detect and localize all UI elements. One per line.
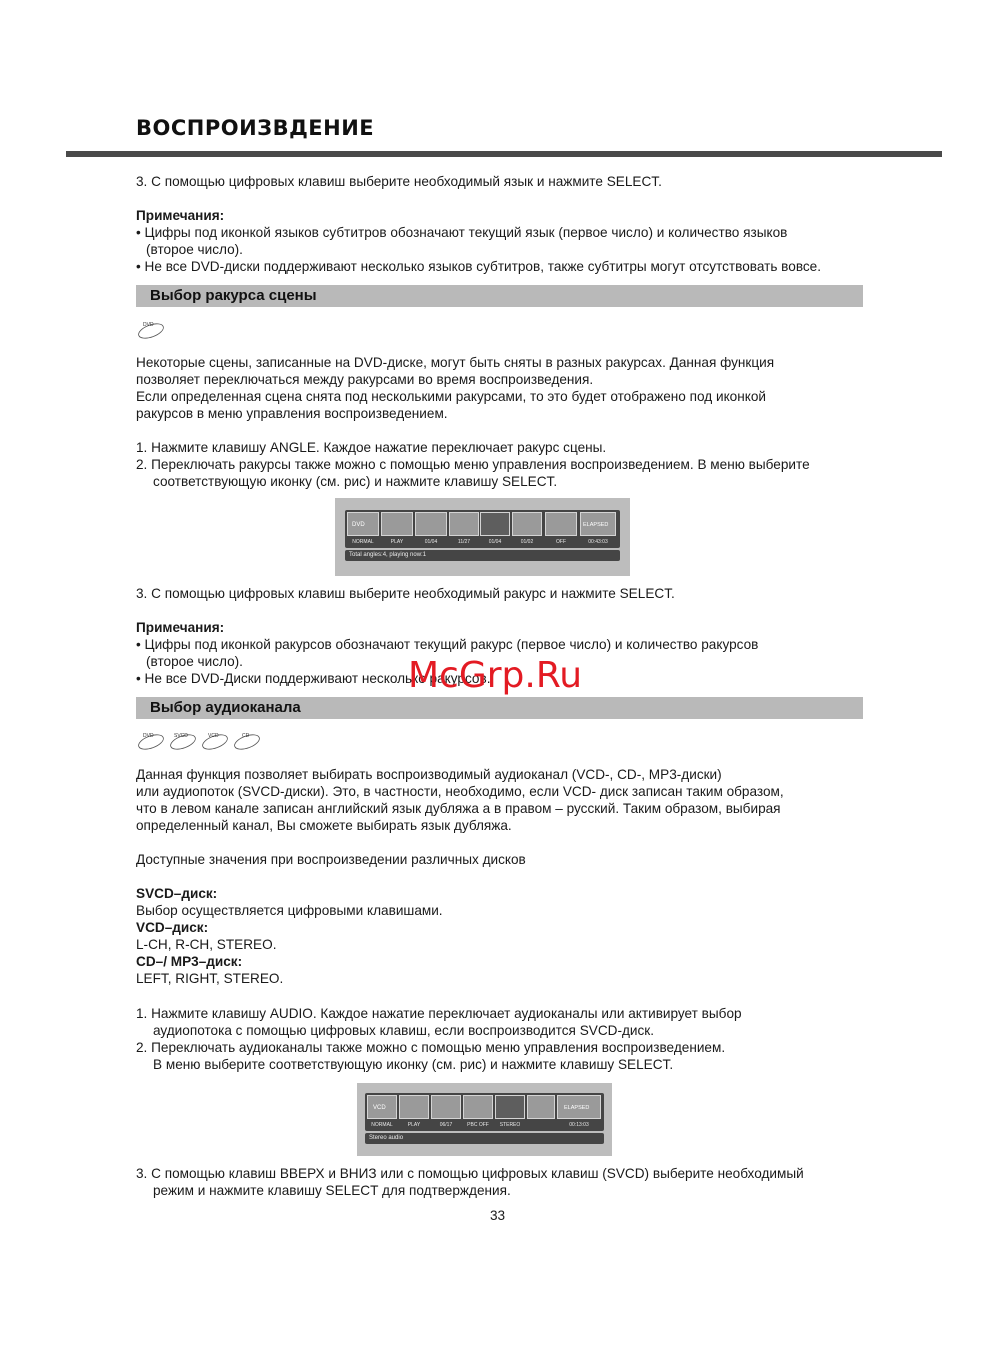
audio-step-1-cont: аудиопотока с помощью цифровых клавиш, если воспроизводится SVCD-диск. — [153, 1023, 655, 1038]
subtitle-icon — [545, 512, 577, 536]
vcd-label: VCD–диск: — [136, 920, 209, 935]
subtitle-note-1: • Цифры под иконкой языков субтитров обозначают текущий язык (первое число) и количество языков — [136, 225, 788, 240]
audio-section-heading: Выбор аудиоканала — [136, 697, 863, 719]
angle-menu-screenshot — [335, 498, 630, 576]
subtitle-step-3: 3. С помощью цифровых клавиш выберите необходимый язык и нажмите SELECT. — [136, 174, 662, 189]
vcd-disc-menu-icon — [367, 1095, 397, 1119]
menu-label-subtitle: OFF — [556, 539, 566, 545]
disc-label-cd: CD — [242, 733, 250, 739]
subtitle-notes-label: Примечания: — [136, 208, 225, 223]
angle-notes-label: Примечания: — [136, 620, 225, 635]
disc-label-svcd: SVCD — [174, 733, 188, 739]
menu-label-track: 06/17 — [439, 1122, 453, 1128]
audio-paragraph-4: определенный канал, Вы сможете выбирать язык дубляжа. — [136, 818, 512, 833]
play-mode-icon — [399, 1095, 429, 1119]
menu-label-stereo: STEREO — [499, 1122, 521, 1128]
elapsed-time-icon — [557, 1095, 601, 1119]
audio-status-text: Stereo audio — [369, 1135, 404, 1141]
audio-paragraph-2: или аудиопоток (SVCD-диски). Это, в частности, необходимо, если VCD- диск записан таким образом, — [136, 784, 784, 799]
angle-paragraph-4: ракурсов в меню управления воспроизведением. — [136, 406, 448, 421]
angle-step-3: 3. С помощью цифровых клавиш выберите необходимый ракурс и нажмите SELECT. — [136, 586, 675, 601]
cd-text: LEFT, RIGHT, STEREO. — [136, 971, 284, 986]
angle-step-2-cont: соответствующую иконку (см. рис) и нажмите клавишу SELECT. — [153, 474, 558, 489]
menu-vcd-tag: VCD — [373, 1105, 386, 1111]
menu-label-time: 00:43:03 — [588, 539, 608, 545]
angle-paragraph-1: Некоторые сцены, записанные на DVD-диске, могут быть сняты в разных ракурсах. Данная функция — [136, 355, 775, 370]
page-number: 33 — [490, 1208, 506, 1223]
angle-status-text: Total angles:4, playing now:1 — [349, 552, 427, 558]
chapter-icon — [449, 512, 479, 536]
page-title: ВОСПРОИЗВДЕНИЕ — [136, 116, 375, 140]
title-rule — [66, 151, 942, 157]
angle-note-1: • Цифры под иконкой ракурсов обозначают текущий ракурс (первое число) и количество ракурсов — [136, 637, 759, 652]
dvd-disc-icon — [136, 318, 166, 340]
subtitle-note-2: • Не все DVD-диски поддерживают несколько языков субтитров, также субтитры могут отсутствовать вовсе. — [136, 259, 822, 274]
menu-label-time: 00:13:03 — [569, 1122, 589, 1128]
menu-elapsed-tag: ELAPSED — [564, 1105, 590, 1111]
audio-channel-icon — [495, 1095, 525, 1119]
audio-icon — [512, 512, 542, 536]
menu-label-pbc: PBC OFF — [467, 1122, 489, 1128]
angle-paragraph-2: позволяет переключаться между ракурсами во время воспроизведения. — [136, 372, 594, 387]
audio-paragraph-3: что в левом канале записан английский язык дубляжа а в правом – русский. Таким образом, выбирая — [136, 801, 781, 816]
angle-section-heading: Выбор ракурса сцены — [136, 285, 863, 307]
vcd-text: L-CH, R-CH, STEREO. — [136, 937, 277, 952]
elapsed-time-icon — [580, 512, 616, 536]
disc-label-vcd: VCD — [208, 733, 219, 739]
menu-dvd-tag: DVD — [352, 522, 365, 528]
menu-label-angle: 01/04 — [488, 539, 502, 545]
audio-menu-screenshot — [357, 1083, 612, 1156]
disc-label-dvd: DVD — [143, 733, 154, 739]
angle-paragraph-3: Если определенная сцена снята под несколькими ракурсами, то это будет отображено под иконкой — [136, 389, 766, 404]
play-mode-icon — [381, 512, 413, 536]
dvd-disc-menu-icon — [347, 512, 379, 536]
menu-label-play: PLAY — [407, 1122, 421, 1128]
title-icon — [415, 512, 447, 536]
menu-label-audio: 01/02 — [520, 539, 534, 545]
angle-step-2: 2. Переключать ракурсы также можно с помощью меню управления воспроизведением. В меню выберите — [136, 457, 810, 472]
menu-label-chapter: 11/27 — [457, 539, 471, 545]
subtitle-note-1-cont: (второе число). — [146, 242, 243, 257]
menu-elapsed-tag: ELAPSED — [583, 522, 609, 528]
angle-step-1: 1. Нажмите клавишу ANGLE. Каждое нажатие переключает ракурс сцены. — [136, 440, 607, 455]
dvd-disc-label: DVD — [143, 322, 154, 328]
cd-label: CD–/ MP3–диск: — [136, 954, 243, 969]
audio-step-3-cont: режим и нажмите клавишу SELECT для подтверждения. — [153, 1183, 511, 1198]
audio-paragraph-5: Доступные значения при воспроизведении различных дисков — [136, 852, 526, 867]
svcd-text: Выбор осуществляется цифровыми клавишами. — [136, 903, 443, 918]
pbc-icon — [463, 1095, 493, 1119]
menu-label-title: 01/04 — [424, 539, 438, 545]
audio-step-2: 2. Переключать аудиоканалы также можно с помощью меню управления воспроизведением. — [136, 1040, 726, 1055]
angle-note-1-cont: (второе число). — [146, 654, 243, 669]
audio-paragraph-1: Данная функция позволяет выбирать воспроизводимый аудиоканал (VCD-, CD-, MP3-диски) — [136, 767, 722, 782]
audio-step-3: 3. С помощью клавиш ВВЕРХ и ВНИЗ или с помощью цифровых клавиш (SVCD) выберите необходимый — [136, 1166, 804, 1181]
audio-step-2-cont: В меню выберите соответствующую иконку (см. рис) и нажмите клавишу SELECT. — [153, 1057, 674, 1072]
audio-step-1: 1. Нажмите клавишу AUDIO. Каждое нажатие переключает аудиоканалы или активирует выбор — [136, 1006, 742, 1021]
track-icon — [431, 1095, 461, 1119]
menu-label-normal: NORMAL — [352, 539, 374, 545]
menu-label-normal: NORMAL — [371, 1122, 393, 1128]
display-icon — [527, 1095, 555, 1119]
svcd-label: SVCD–диск: — [136, 886, 218, 901]
disc-type-icons — [136, 729, 266, 751]
watermark: McGrp.Ru — [408, 655, 583, 696]
menu-label-play: PLAY — [390, 539, 404, 545]
angle-icon — [480, 512, 510, 536]
angle-note-2: • Не все DVD-Диски поддерживают несколько ракурсов. — [136, 671, 491, 686]
